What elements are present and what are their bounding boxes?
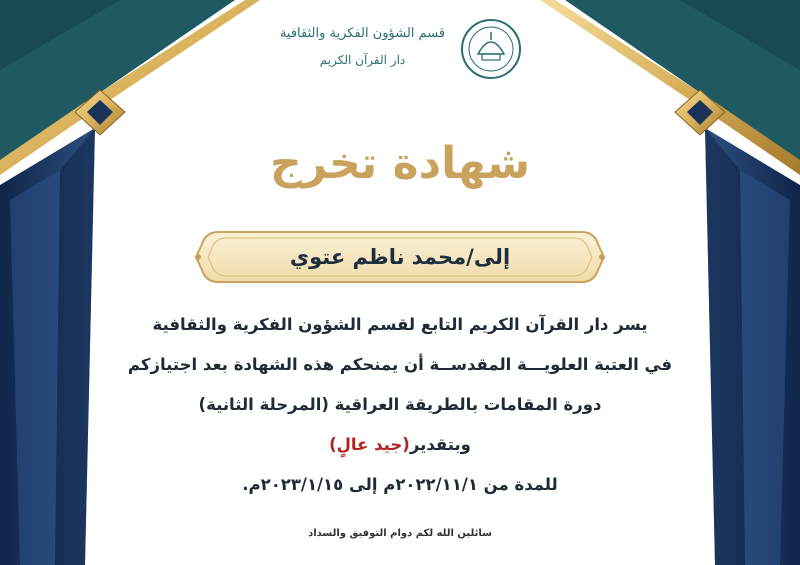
recipient-name: إلى/محمد ناظم عتوي	[289, 245, 511, 269]
grade-prefix: وبتقدير	[409, 435, 471, 454]
body-line-1: يسر دار القرآن الكريم التابع لقسم الشؤون الفكرية والثقافية	[152, 315, 648, 334]
body-line-3: دورة المقامات بالطريقة العراقية (المرحلة الثانية)	[198, 395, 602, 414]
certificate-body	[110, 305, 690, 505]
grade-value: (جيد عالٍ)	[329, 435, 410, 454]
seal-logo-icon	[460, 18, 522, 80]
body-line-2: في العتبة العلويـــة المقدســة أن يمنحكم هذه الشهادة بعد اجتيازكم	[127, 355, 673, 374]
period-line: للمدة من ٢٠٢٢/١١/١م إلى ٢٠٢٣/١/١٥م.	[242, 475, 558, 494]
recipient-banner	[190, 226, 610, 288]
logo-text	[275, 26, 450, 67]
certificate-title: شهادة تخرج	[269, 138, 531, 189]
grade-line	[110, 425, 690, 465]
closing-text: سائلين الله لكم دوام التوفيق والسداد	[308, 528, 492, 539]
logo-line-house: دار القرآن الكريم	[319, 53, 406, 67]
logo-line-department: قسم الشؤون الفكرية والثقافية	[279, 26, 446, 41]
logo-block	[275, 18, 525, 98]
